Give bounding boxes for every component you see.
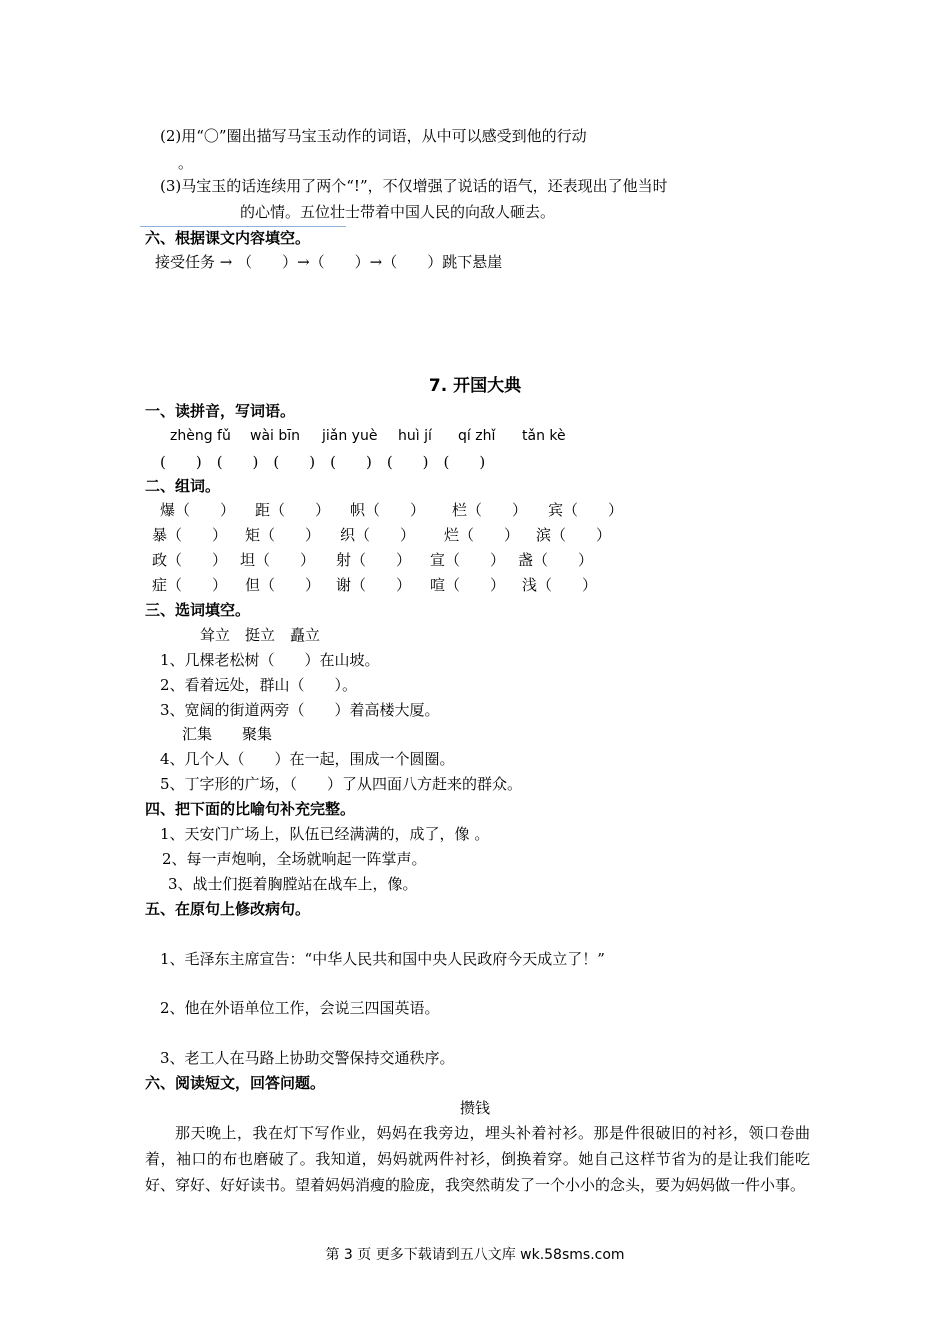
pinyin-3: jiǎn yuè: [322, 428, 378, 444]
section-6-heading: 六、根据课文内容填空。: [145, 229, 311, 247]
word-cell: 但（ ）: [245, 576, 321, 594]
word-cell: 射（ ）: [336, 551, 412, 569]
word-cell: 帜（ ）: [350, 501, 426, 519]
question-5-3: 3、老工人在马路上协助交警保持交通秩序。: [160, 1049, 455, 1067]
word-cell: 盏（ ）: [518, 551, 594, 569]
word-cell: 坦（ ）: [240, 551, 316, 569]
word-cell: 谢（ ）: [336, 576, 412, 594]
section-3-heading: 三、选词填空。: [145, 601, 251, 619]
word-cell: 矩（ ）: [245, 526, 321, 544]
question-3-4: 4、几个人（ ）在一起，围成一个圆圈。: [160, 750, 455, 768]
word-cell: 爆（ ）: [160, 501, 236, 519]
question-3-line-2: 的心情。五位壮士带着中国人民的向敌人砸去。: [240, 203, 556, 221]
section-5-heading: 五、在原句上修改病句。: [145, 900, 311, 918]
word-cell: 浅（ ）: [522, 576, 598, 594]
section-4-heading: 四、把下面的比喻句补充完整。: [145, 800, 356, 818]
word-cell: 距（ ）: [255, 501, 331, 519]
question-5-2: 2、他在外语单位工作，会说三四国英语。: [160, 999, 440, 1017]
question-2-line-2: 。: [178, 154, 194, 172]
answer-brackets: ( ) ( ) ( ) ( ) ( ) ( ): [160, 453, 486, 471]
section-6-heading-reading: 六、阅读短文，回答问题。: [145, 1074, 326, 1092]
word-cell: 症（ ）: [152, 576, 228, 594]
word-cell: 政（ ）: [152, 551, 228, 569]
word-cell: 喧（ ）: [430, 576, 506, 594]
section-1-heading: 一、读拼音，写词语。: [145, 402, 296, 420]
lesson-title: 7. 开国大典: [428, 376, 522, 396]
question-3-line-1: (3)马宝玉的话连续用了两个“!”，不仅增强了说话的语气，还表现出了他当时: [160, 177, 668, 195]
pinyin-1: zhèng fǔ: [170, 428, 231, 444]
story-paragraph: 那天晚上，我在灯下写作业，妈妈在我旁边，埋头补着衬衫。那是件很破旧的衬衫，领口卷曲着，袖口的布也磨破了。我知道，妈妈就两件衬衫，倒换着穿。她自己这样节省为的是让我们能吃好、穿好、好好读书。望着妈妈消瘦的脸庞，我突然萌发了一个小小的念头，要为妈妈做一件小事。: [145, 1124, 810, 1194]
word-cell: 暴（ ）: [152, 526, 228, 544]
question-4-3: 3、战士们挺着胸膛站在战车上，像。: [168, 875, 418, 893]
word-choices-a: 耸立 挺立 矗立: [200, 626, 321, 644]
question-5-1: 1、毛泽东主席宣告：“中华人民共和国中央人民政府今天成立了！”: [160, 950, 605, 968]
pinyin-2: wài bīn: [250, 428, 301, 444]
word-cell: 栏（ ）: [452, 501, 528, 519]
question-4-2: 2、每一声炮响，全场就响起一阵掌声。: [162, 850, 427, 868]
question-3-2: 2、看着远处，群山（ ）。: [160, 676, 358, 694]
question-3-3: 3、宽阔的街道两旁（ ）着高楼大厦。: [160, 701, 440, 719]
question-3-1: 1、几棵老松树（ ）在山坡。: [160, 651, 380, 669]
word-cell: 滨（ ）: [536, 526, 612, 544]
question-2-line-1: (2)用“〇”圈出描写马宝玉动作的词语，从中可以感受到他的行动: [160, 127, 587, 145]
sequence-flow: 接受任务 → （ ）→（ ）→（ ）跳下悬崖: [155, 253, 503, 271]
page-footer: 第 3 页 更多下载请到五八文库 wk.58sms.com: [325, 1247, 625, 1263]
question-4-1: 1、天安门广场上，队伍已经满满的，成了，像 。: [160, 825, 490, 843]
section-2-heading: 二、组词。: [145, 477, 221, 495]
divider-rule: [140, 226, 346, 227]
word-cell: 宣（ ）: [430, 551, 506, 569]
story-title: 攒钱: [459, 1099, 490, 1117]
word-choices-b: 汇集 聚集: [182, 725, 273, 743]
pinyin-5: qí zhǐ: [458, 428, 496, 444]
word-cell: 烂（ ）: [444, 526, 520, 544]
pinyin-6: tǎn kè: [522, 428, 566, 444]
question-3-5: 5、丁字形的广场，（ ）了从四面八方赶来的群众。: [160, 775, 523, 793]
word-cell: 织（ ）: [340, 526, 416, 544]
word-cell: 宾（ ）: [548, 501, 624, 519]
pinyin-4: huì jí: [398, 428, 432, 444]
